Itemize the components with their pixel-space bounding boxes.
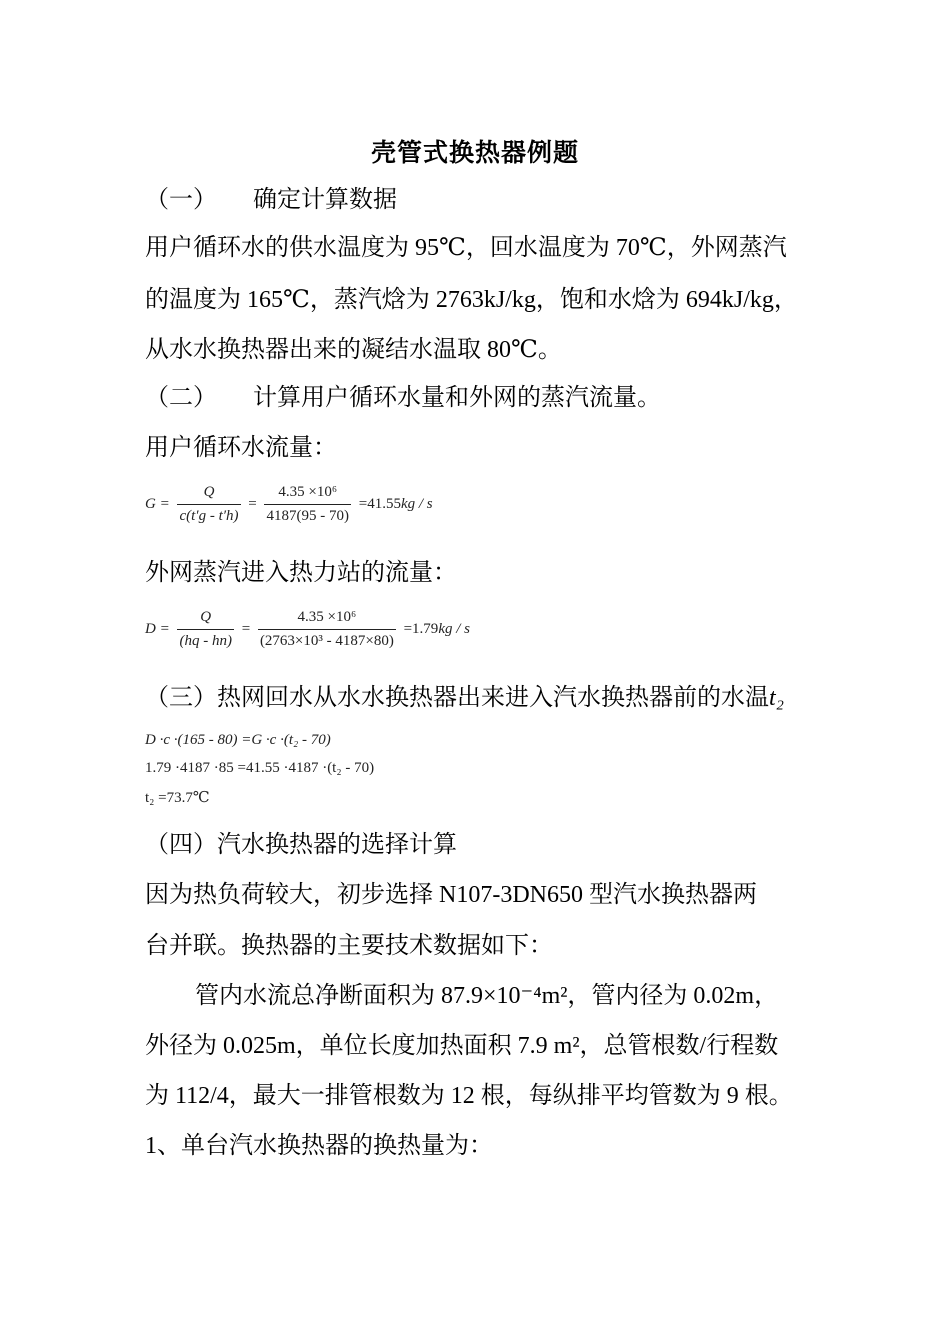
paragraph-5-line-3: 为 112/4，最大一排管根数为 12 根，每纵排平均管数为 9 根。 — [145, 1083, 793, 1109]
paragraph-1-line-3: 从水水换热器出来的凝结水温取 80℃。 — [145, 337, 562, 363]
paragraph-2: 用户循环水流量： — [145, 435, 337, 461]
paragraph-6: 1、单台汽水换热器的换热量为： — [145, 1133, 493, 1159]
formula-2-fraction-a — [177, 609, 234, 650]
formula-2-num-b: 4.35 ×10⁶ — [258, 609, 396, 630]
section-4-heading: （四）汽水换热器的选择计算 — [145, 832, 457, 858]
equation-line-2: 1.79 ·4187 ·85 =41.55 ·4187 ·(t₂ - 70) — [145, 760, 375, 776]
document-title: 壳管式换热器例题 — [370, 140, 579, 167]
formula-2-den-b: (2763×10³ - 4187×80) — [259, 633, 394, 649]
section-1-title: 确定计算数据 — [253, 187, 397, 213]
paragraph-1-line-2: 的温度为 165℃，蒸汽焓为 2763kJ/kg，饱和水焓为 694kJ/kg， — [145, 287, 798, 313]
paragraph-5-line-2: 外径为 0.025m，单位长度加热面积 7.9 m²，总管根数/行程数 — [145, 1033, 779, 1059]
section-1-heading — [145, 185, 397, 215]
formula-1-fraction-b — [264, 484, 351, 525]
paragraph-5-line-1: 管内水流总净断面积为 87.9×10⁻⁴m²，管内径为 0.02m， — [195, 983, 779, 1009]
formula-2-num-a: Q — [177, 609, 234, 630]
formula-water-flow — [145, 484, 433, 525]
formula-2-den-a: (hq - hn) — [179, 633, 232, 649]
section-3-variable: t₂ — [769, 685, 785, 711]
formula-1-unit: kg / s — [400, 495, 433, 512]
formula-2-unit: kg / s — [438, 620, 470, 637]
formula-1-num-a: Q — [177, 484, 240, 505]
section-2-title: 计算用户循环水量和外网的蒸汽流量。 — [253, 385, 661, 411]
formula-1-lhs: G = — [145, 495, 170, 512]
formula-1-fraction-a — [177, 484, 240, 525]
formula-steam-flow — [145, 609, 470, 650]
paragraph-4-line-2: 台并联。换热器的主要技术数据如下： — [145, 933, 553, 959]
formula-1-den-a: c(t′g - t′h) — [179, 508, 239, 524]
formula-2-result: =1.79 — [403, 620, 439, 637]
formula-1-equals: = — [248, 495, 257, 512]
formula-1-result: =41.55 — [358, 495, 401, 512]
section-3-title: （三）热网回水从水水换热器出来进入汽水换热器前的水温 — [145, 685, 769, 711]
formula-2-lhs: D = — [145, 620, 170, 637]
formula-1-num-b: 4.35 ×10⁶ — [264, 484, 351, 505]
paragraph-4-line-1: 因为热负荷较大，初步选择 N107-3DN650 型汽水换热器两 — [145, 882, 757, 908]
equation-line-1: D ·c ·(165 - 80) =G ·c ·(t₂ - 70) — [145, 732, 331, 748]
paragraph-1-line-1: 用户循环水的供水温度为 95℃，回水温度为 70℃，外网蒸汽 — [145, 235, 787, 261]
paragraph-3: 外网蒸汽进入热力站的流量： — [145, 560, 457, 586]
formula-1-den-b: 4187(95 - 70) — [266, 508, 349, 524]
formula-2-equals: = — [241, 620, 251, 637]
equation-line-3: t₂ =73.7℃ — [145, 790, 210, 806]
section-3-heading — [145, 683, 784, 713]
section-2-number: （二） — [145, 385, 217, 411]
section-2-heading — [145, 383, 661, 413]
formula-2-fraction-b — [258, 609, 396, 650]
section-1-number: （一） — [145, 187, 217, 213]
